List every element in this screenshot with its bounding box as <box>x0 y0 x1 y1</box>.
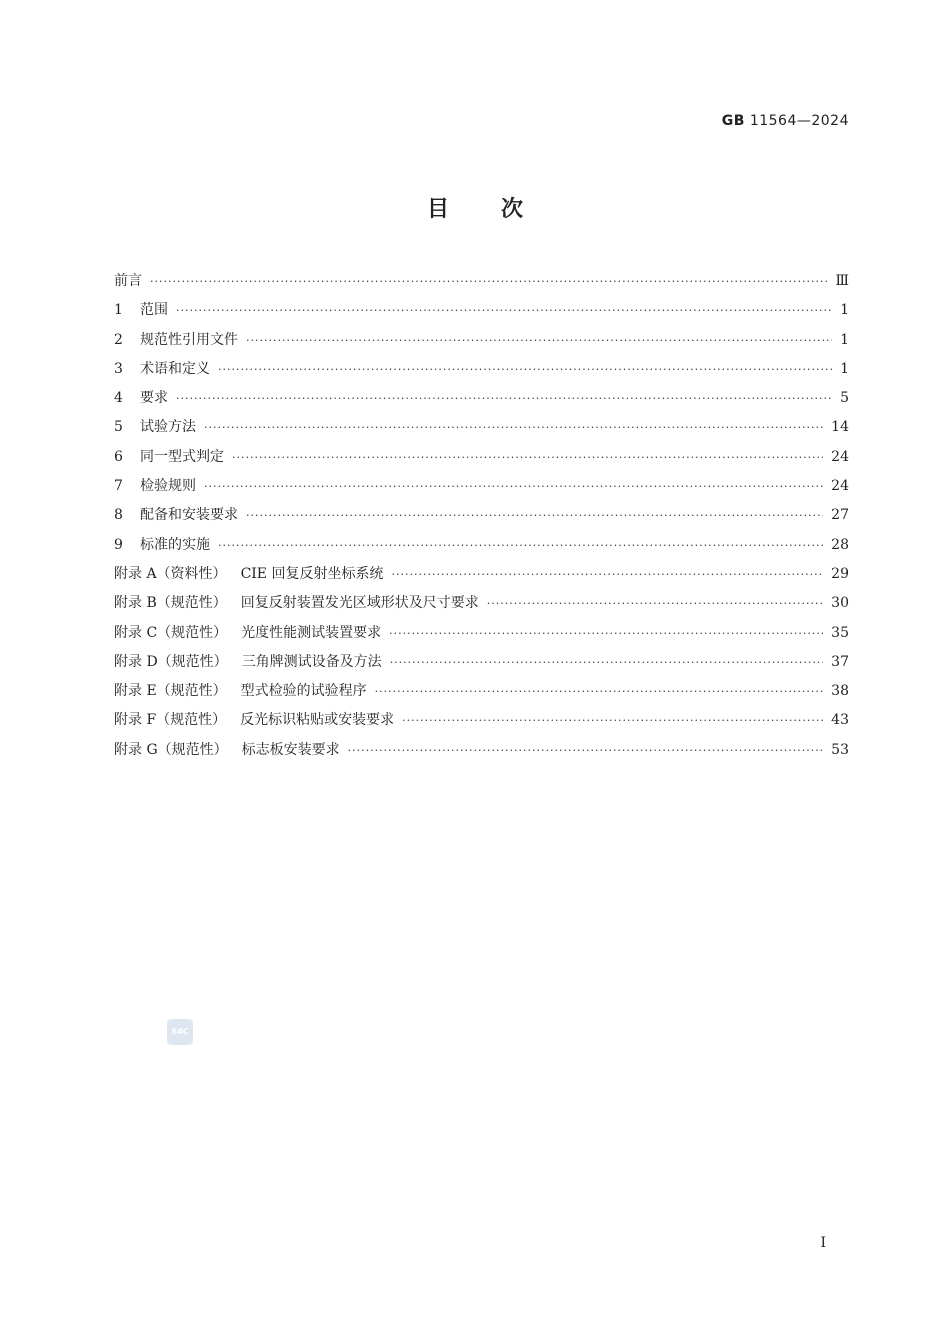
sac-watermark-logo: SAC <box>167 1019 193 1045</box>
toc-entry-page: 53 <box>831 741 849 758</box>
toc-entry-page: 24 <box>831 478 849 495</box>
page-title: 目次 <box>426 197 575 222</box>
toc-entry[interactable] <box>114 534 849 563</box>
toc-leader <box>176 304 832 317</box>
toc-entry-number: 5 <box>114 419 123 436</box>
toc-leader <box>246 509 823 522</box>
toc-entry-appendix[interactable] <box>114 622 849 651</box>
toc-entry-number: 2 <box>114 331 123 348</box>
toc-leader <box>218 363 832 376</box>
toc-leader <box>391 568 823 581</box>
toc-entry-page: 30 <box>831 595 849 612</box>
toc-entry-label: 标志板安装要求 <box>241 741 340 758</box>
toc-entry-page: 1 <box>840 331 849 348</box>
toc-entry-label: 标准的实施 <box>140 536 210 553</box>
toc-entry-label: 要求 <box>140 390 168 407</box>
toc-entry[interactable] <box>114 416 849 445</box>
toc-entry-appendix[interactable] <box>114 739 849 768</box>
toc-entry-page: 1 <box>840 302 849 319</box>
toc-entry-label: 同一型式判定 <box>140 448 224 465</box>
toc-entry-appendix[interactable] <box>114 680 849 709</box>
toc-leader <box>402 714 823 727</box>
appendix-designation: 附录 G（规范性） <box>114 741 228 758</box>
toc-entry[interactable] <box>114 475 849 504</box>
toc-entry-label: 试验方法 <box>140 419 196 436</box>
toc-entry-page: 24 <box>831 448 849 465</box>
appendix-designation: 附录 E（规范性） <box>114 683 227 700</box>
toc-entry-page: 28 <box>831 536 849 553</box>
toc-entry-number: 6 <box>114 448 123 465</box>
toc-entry[interactable] <box>114 387 849 416</box>
standard-code <box>722 113 849 129</box>
toc-leader <box>204 421 823 434</box>
toc-entry-page: Ⅲ <box>835 273 849 289</box>
toc-entry-label: 配备和安装要求 <box>140 507 238 524</box>
toc-entry[interactable] <box>114 358 849 387</box>
toc-leader <box>232 451 823 464</box>
toc-leader <box>375 685 824 698</box>
table-of-contents <box>114 270 849 768</box>
toc-entry-page: 43 <box>831 712 849 729</box>
toc-entry-label: CIE 回复反射坐标系统 <box>240 565 384 582</box>
toc-entry-label: 三角牌测试设备及方法 <box>241 653 382 670</box>
toc-entry-label: 术语和定义 <box>140 360 210 377</box>
appendix-designation: 附录 C（规范性） <box>114 624 228 641</box>
toc-leader <box>487 597 823 610</box>
toc-entry-appendix[interactable] <box>114 563 849 592</box>
toc-entry-page: 14 <box>831 419 849 436</box>
toc-entry-label: 回复反射装置发光区域形状及尺寸要求 <box>240 595 479 612</box>
toc-entry[interactable] <box>114 329 849 358</box>
toc-leader <box>176 392 832 405</box>
toc-entry-page: 29 <box>831 565 849 582</box>
toc-entry-page: 35 <box>831 624 849 641</box>
toc-leader <box>246 334 832 347</box>
toc-entry-label: 规范性引用文件 <box>140 331 238 348</box>
toc-entry-appendix[interactable] <box>114 592 849 621</box>
toc-entry[interactable] <box>114 446 849 475</box>
toc-entry-number: 8 <box>114 507 123 524</box>
toc-entry-label: 检验规则 <box>140 478 196 495</box>
toc-entry-number: 9 <box>114 536 123 553</box>
toc-leader <box>204 480 823 493</box>
toc-leader <box>389 627 823 640</box>
appendix-designation: 附录 F（规范性） <box>114 712 227 729</box>
toc-entry-label: 范围 <box>140 302 168 319</box>
toc-entry-page: 37 <box>831 653 849 670</box>
toc-entry-label: 前言 <box>114 273 142 289</box>
toc-leader <box>390 656 823 669</box>
toc-entry-number: 3 <box>114 360 123 377</box>
toc-entry[interactable] <box>114 299 849 328</box>
page-number: I <box>820 1235 826 1251</box>
toc-entry-appendix[interactable] <box>114 709 849 738</box>
toc-entry-number: 7 <box>114 478 123 495</box>
toc-entry-label: 型式检验的试验程序 <box>240 683 367 700</box>
toc-entry-page: 27 <box>831 507 849 524</box>
toc-entry[interactable] <box>114 270 849 299</box>
appendix-designation: 附录 A（资料性） <box>114 565 227 582</box>
toc-entry-number: 1 <box>114 302 123 319</box>
toc-entry-label: 光度性能测试装置要求 <box>241 624 382 641</box>
toc-entry-page: 38 <box>831 683 849 700</box>
standard-code-number: 11564—2024 <box>749 113 849 129</box>
toc-entry[interactable] <box>114 504 849 533</box>
appendix-designation: 附录 B（规范性） <box>114 595 227 612</box>
toc-entry-page: 1 <box>840 360 849 377</box>
toc-entry-label: 反光标识粘贴或安装要求 <box>240 712 395 729</box>
toc-entry-page: 5 <box>840 390 849 407</box>
toc-entry-number: 4 <box>114 390 123 407</box>
appendix-designation: 附录 D（规范性） <box>114 653 228 670</box>
toc-leader <box>218 539 823 552</box>
toc-leader <box>348 744 824 757</box>
toc-entry-appendix[interactable] <box>114 651 849 680</box>
toc-leader <box>150 275 827 288</box>
standard-code-prefix: GB <box>721 113 745 129</box>
